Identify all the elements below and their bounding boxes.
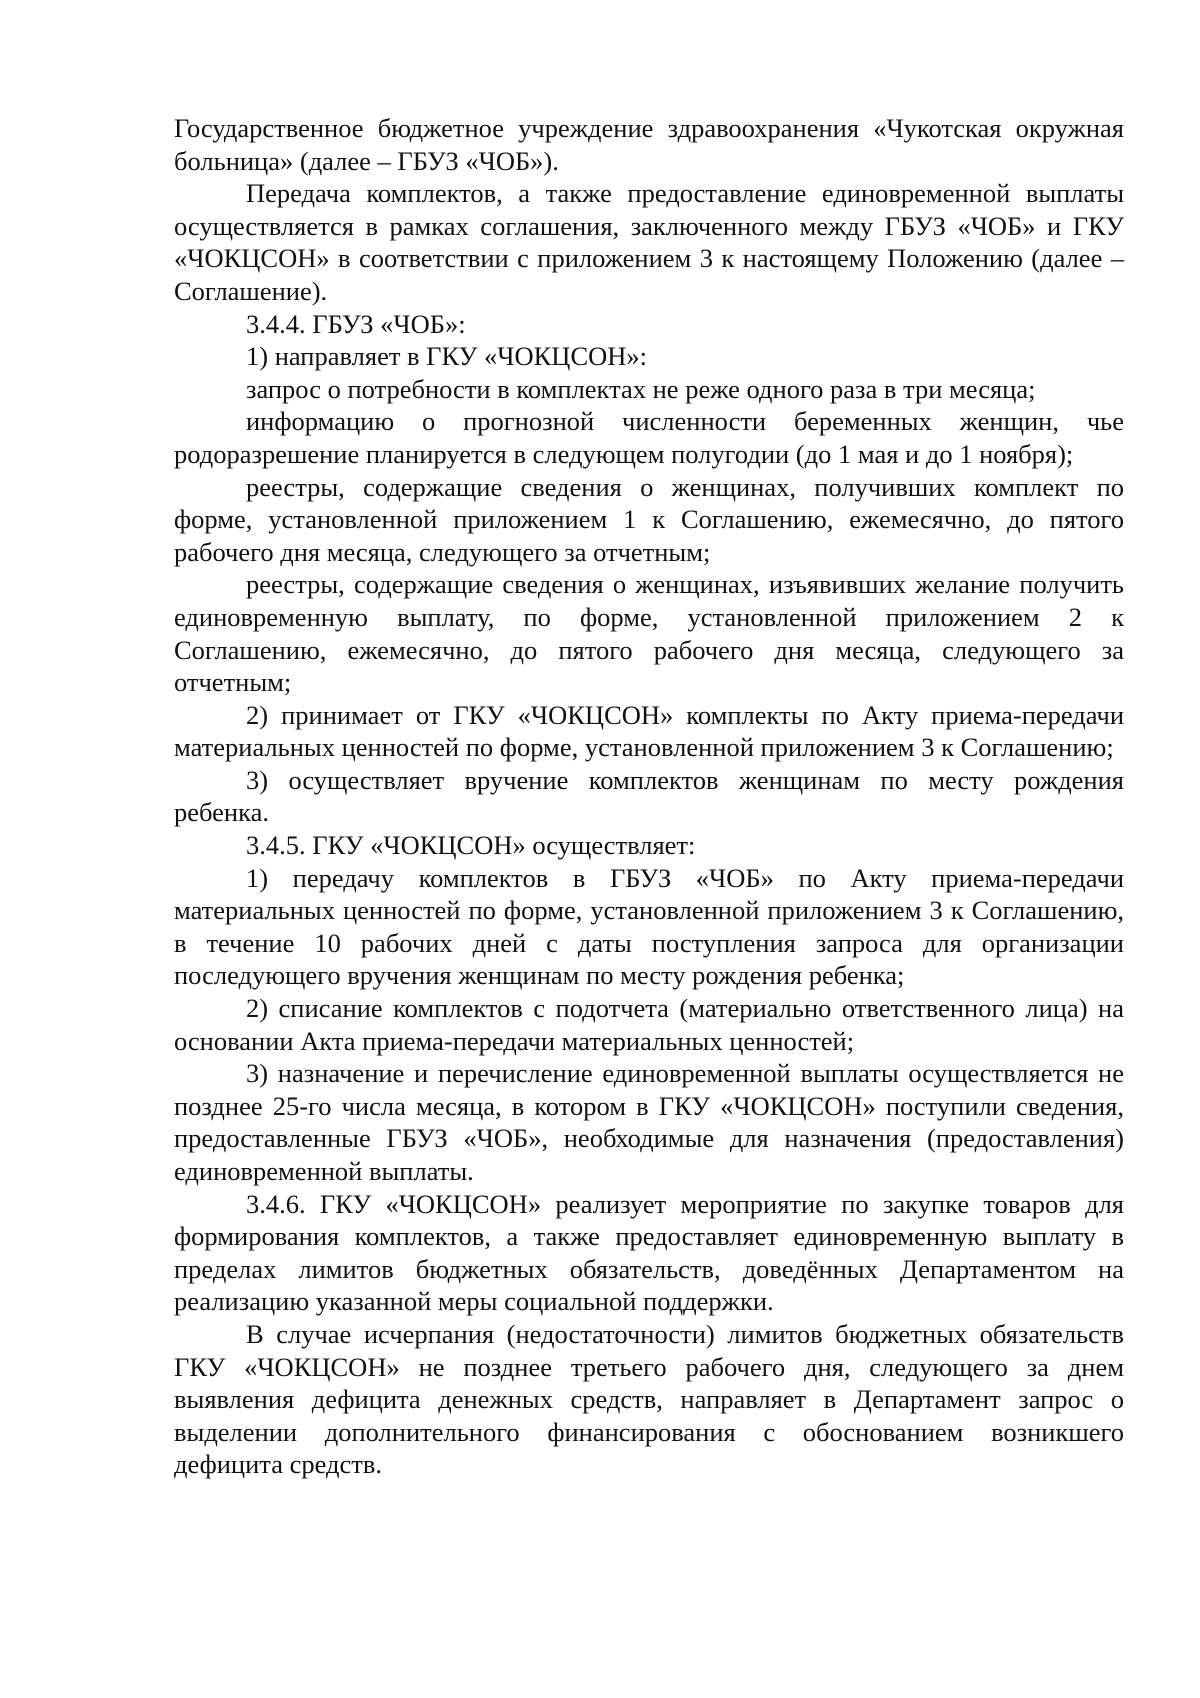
- paragraph-registry-payment: реестры, содержащие сведения о женщинах, изъявивших желание получить единовременную выплату, по форме, установленной приложением 2 к Соглашению, ежемесячно, до пятого рабочего дня месяца, следующего за отчетным;: [174, 569, 1124, 698]
- paragraph-forecast-info: информацию о прогнозной численности беременных женщин, чье родоразрешение планируется в следующем полугодии (до 1 мая и до 1 ноября);: [174, 406, 1124, 469]
- paragraph-item-2-write-off: 2) списание комплектов с подотчета (материально ответственного лица) на основании Акта приема-передачи материальных ценностей;: [174, 993, 1124, 1056]
- paragraph-organization: Государственное бюджетное учреждение здравоохранения «Чукотская окружная больница» (далее – ГБУЗ «ЧОБ»).: [174, 113, 1124, 176]
- paragraph-registry-sets: реестры, содержащие сведения о женщинах, получивших комплект по форме, установленной приложением 1 к Соглашению, ежемесячно, до пятого рабочего дня месяца, следующего за отчетным;: [174, 471, 1124, 567]
- paragraph-item-1-sends: 1) направляет в ГКУ «ЧОКЦСОН»:: [246, 341, 648, 372]
- paragraph-heading-3-4-4: 3.4.4. ГБУЗ «ЧОБ»:: [246, 308, 466, 339]
- document-body: [174, 112, 1124, 1481]
- paragraph-item-1-transfer: 1) передачу комплектов в ГБУЗ «ЧОБ» по Акту приема-передачи материальных ценностей по форме, установленной приложением 3 к Соглашению, в течение 10 рабочих дней с даты поступления запроса для организации последующего вручения женщинам по месту рождения ребенка;: [174, 862, 1124, 991]
- paragraph-transfer-of-sets: Передача комплектов, а также предоставление единовременной выплаты осуществляется в рамках соглашения, заключенного между ГБУЗ «ЧОБ» и ГКУ «ЧОКЦСОН» в соответствии с приложением 3 к настоящему Положению (далее – Соглашение).: [174, 178, 1124, 306]
- paragraph-limits-exhausted: В случае исчерпания (недостаточности) лимитов бюджетных обязательств ГКУ «ЧОКЦСОН» не позднее третьего рабочего дня, следующего за днем выявления дефицита денежных средств, направляет в Департамент запрос о выделении дополнительного финансирования с обоснованием возникшего дефицита средств.: [174, 1318, 1124, 1480]
- paragraph-heading-3-4-5: 3.4.5. ГКУ «ЧОКЦСОН» осуществляет:: [246, 830, 696, 861]
- paragraph-item-3-assignment: 3) назначение и перечисление единовременной выплаты осуществляется не позднее 25-го числа месяца, в котором в ГКУ «ЧОКЦСОН» поступили сведения, предоставленные ГБУЗ «ЧОБ», необходимые для назначения (предоставления) единовременной выплаты.: [174, 1058, 1124, 1186]
- paragraph-item-2-accepts: 2) принимает от ГКУ «ЧОКЦСОН» комплекты по Акту приема-передачи материальных ценностей по форме, установленной приложением 3 к Соглашению;: [174, 699, 1124, 763]
- paragraph-item-3-hands-over: 3) осуществляет вручение комплектов женщинам по месту рождения ребенка.: [174, 764, 1124, 828]
- paragraph-request-need: запрос о потребности в комплектах не реже одного раза в три месяца;: [246, 373, 1036, 404]
- paragraph-heading-3-4-6: 3.4.6. ГКУ «ЧОКЦСОН» реализует мероприятие по закупке товаров для формирования комплектов, а также предоставляет единовременную выплату в пределах лимитов бюджетных обязательств, доведённых Департаментом на реализацию указанной меры социальной поддержки.: [174, 1188, 1124, 1317]
